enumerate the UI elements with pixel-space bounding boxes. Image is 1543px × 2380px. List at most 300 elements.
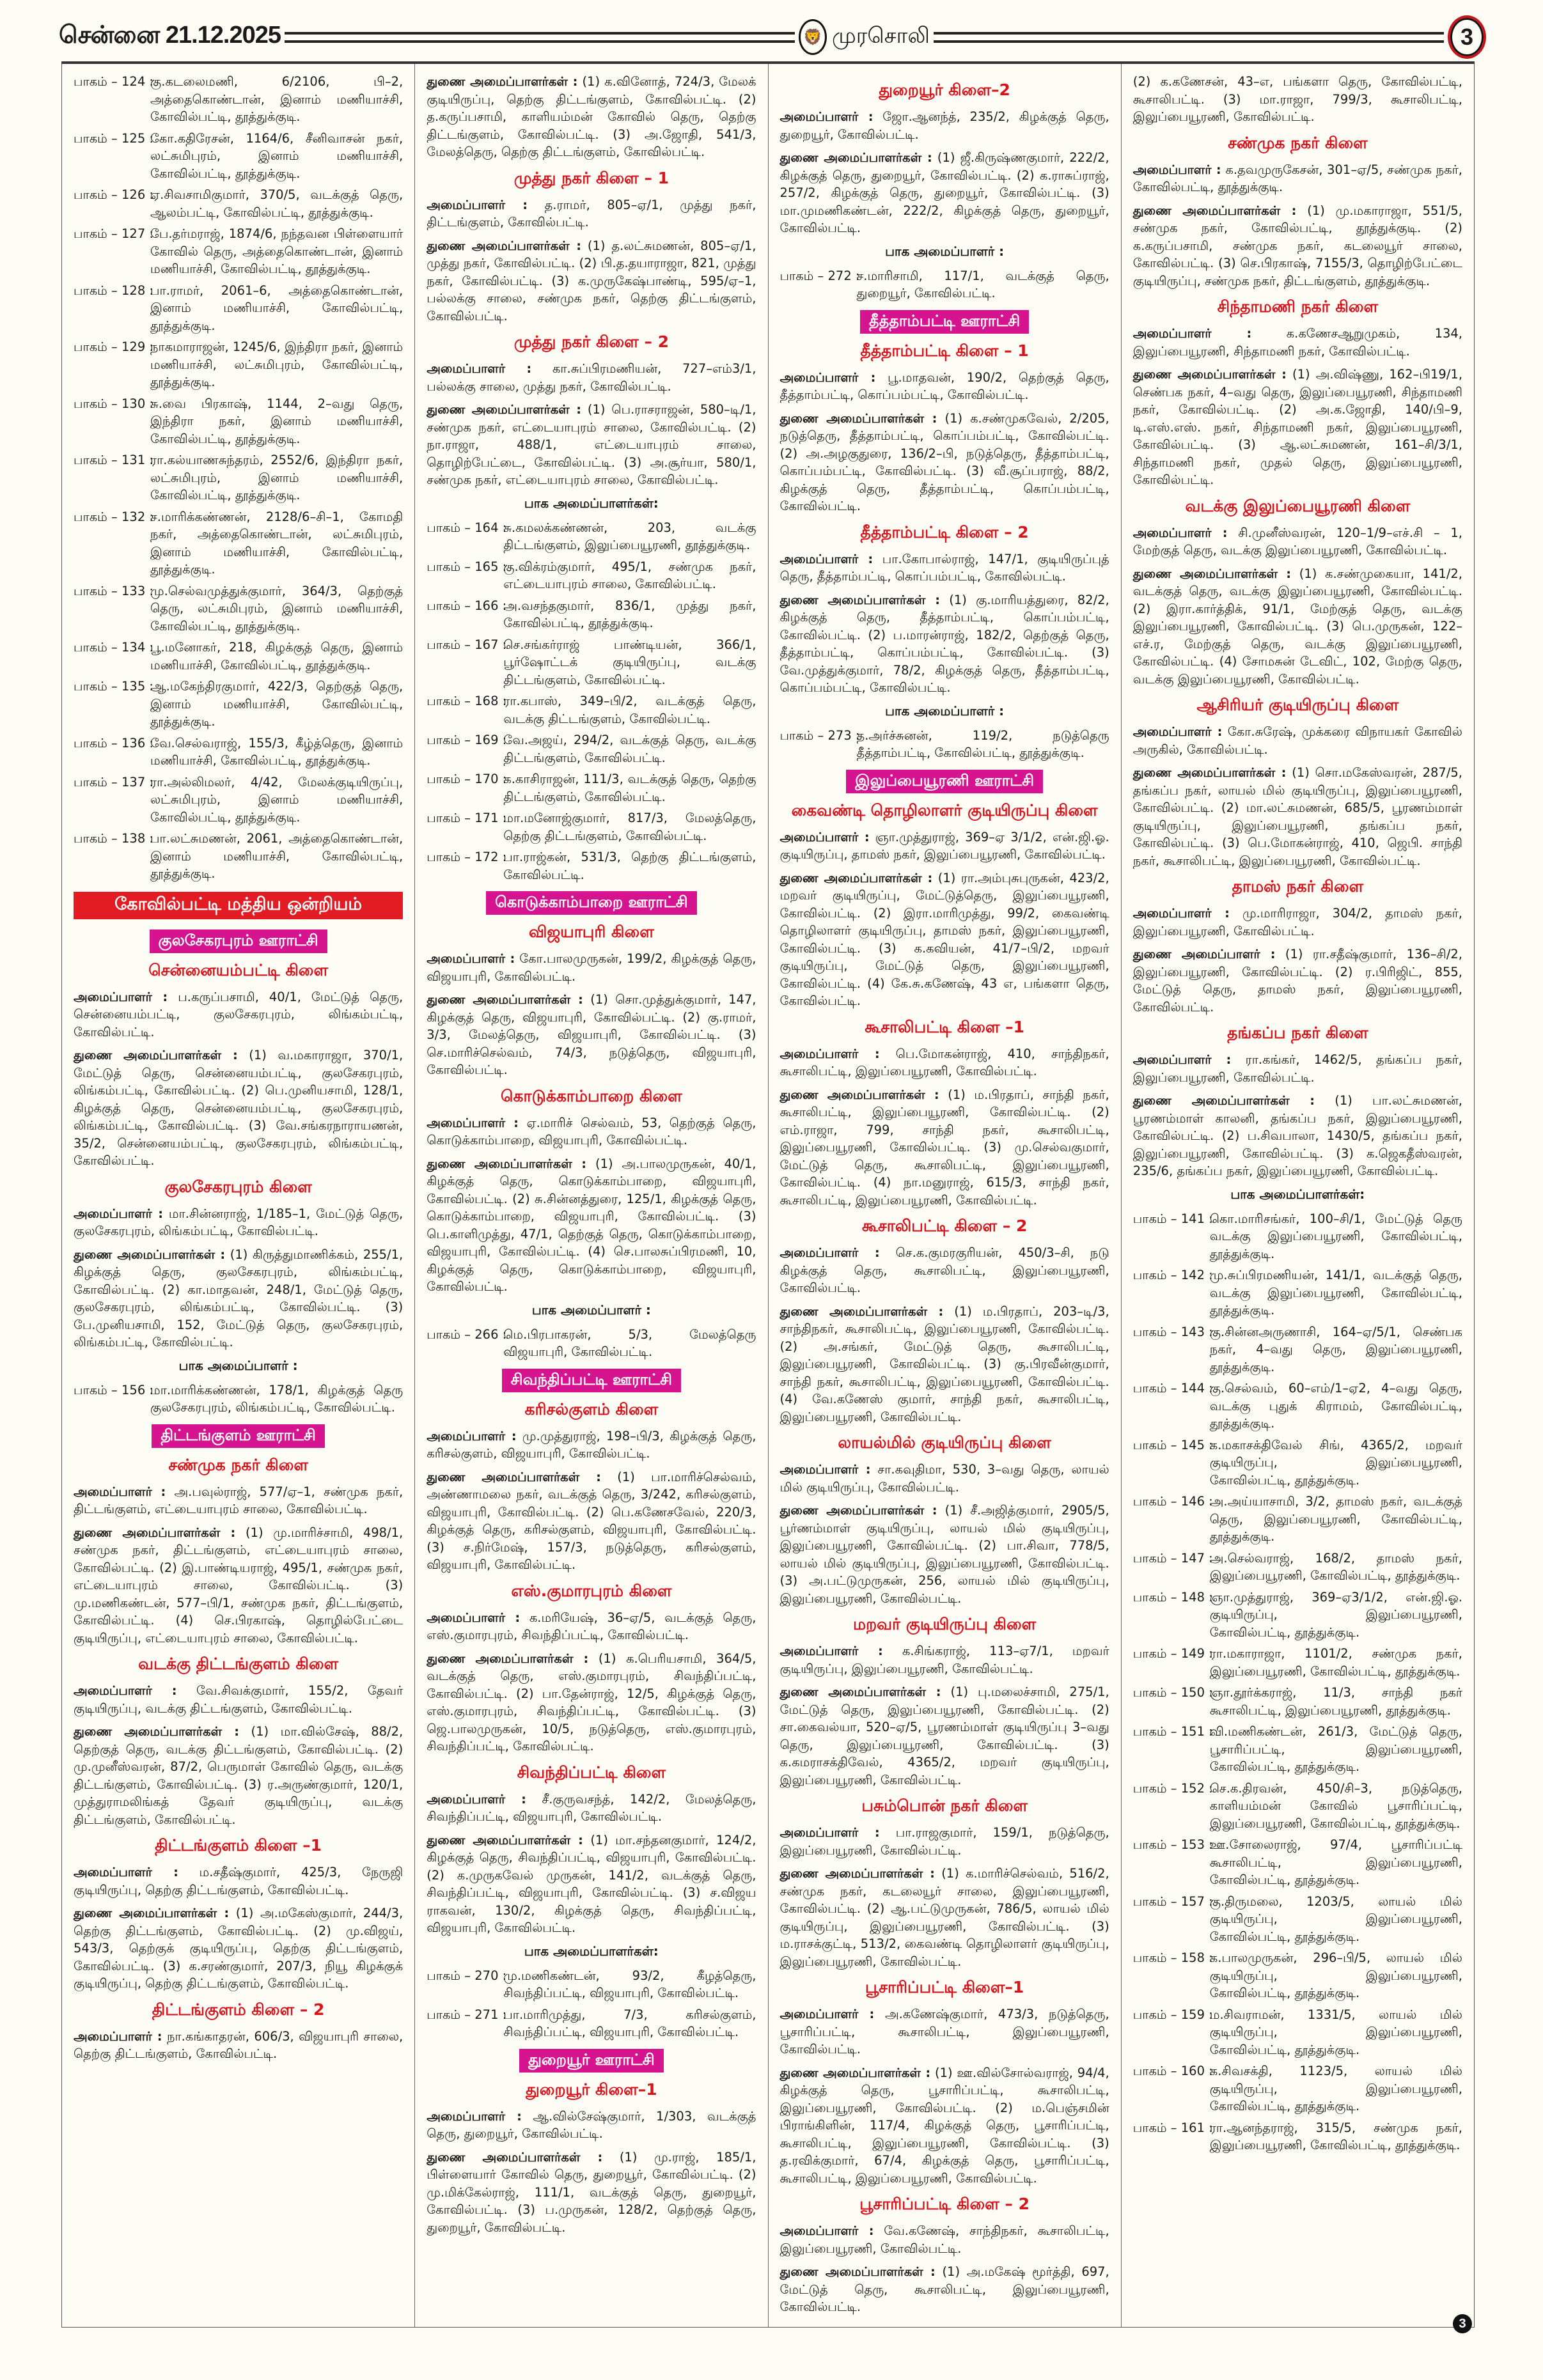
organiser-details: கோ.பாலமுருகன், 199/2, கிழக்குத் தெரு, விஜயாபுரி, கோவில்பட்டி. (427, 951, 756, 984)
role-label: அமைப்பாளர் : (779, 109, 873, 124)
organiser-details: க.சிவசக்தி, 1123/5, லாயல் மில் குடியிருப்பு, இலுப்பையூரணி, கோவில்பட்டி, தூத்துக்குடி. (1209, 2064, 1462, 2113)
booth-number: பாகம் – 153 : (1132, 1837, 1213, 1852)
organiser-paragraph (1133, 73, 1462, 126)
booth-organiser-entry (1133, 1780, 1462, 1833)
organiser-details: பூ.மனோகர், 218, கிழக்குத் தெரு, இனாம் மணியாச்சி, கோவில்பட்டி, தூத்துக்குடி. (150, 640, 403, 673)
organiser-paragraph (427, 991, 756, 1079)
organiser-details: (1) வ.மகாராஜா, 370/1, மேட்டுத் தெரு, சென்னையம்பட்டி, குலசேகரபுரம், லிங்கம்பட்டி, கோவில்பட்டி. (2) பெ.முனியசாமி, 128/1, கிழக்குத் தெரு, சென்னையம்பட்டி, குலசேகரபுரம், லிங்கம்பட்டி, கோவில்பட்டி. (3) வே.சங்கரநாராயணன், 35/2, சென்னையம்பட்டி, குலசேகரபுரம், லிங்கம்பட்டி, கோவில்பட்டி. (74, 1048, 403, 1168)
branch-heading: சண்முக நகர் கிளை (1228, 133, 1368, 152)
organiser-paragraph (1133, 764, 1462, 869)
booth-number: பாகம் – 167 : (427, 637, 507, 652)
organiser-details: வே.அஜய், 294/2, வடக்குத் தெரு, வடக்கு திட்டங்குளம், கோவில்பட்டி. (503, 733, 756, 765)
panchayat-title: குலசேகரபுரம் ஊராட்சி (150, 929, 327, 953)
role-label: அமைப்பாளர் : (427, 1610, 521, 1625)
panchayat-title: சிவந்திப்பட்டி ஊராட்சி (502, 1369, 681, 1392)
organiser-paragraph (427, 1468, 756, 1574)
organiser-details: ரா.மகாராஜா, 1101/2, சண்முக நகர், இலுப்பையூரணி, கோவில்பட்டி, தூத்துக்குடி. (1209, 1646, 1462, 1679)
role-label: அமைப்பாளர் : (427, 361, 532, 376)
role-label: அமைப்பாளர் : (1132, 162, 1221, 177)
organiser-details: (1) அ.மகேஷ் மூர்த்தி, 697, மேட்டுத் தெரு, கூசாலிபட்டி, இலுப்பையூரணி, கோவில்பட்டி. (779, 2264, 1109, 2314)
booth-organiser-entry (780, 727, 1109, 762)
organiser-details: பூ.மாதவன், 190/2, தெற்குத் தெரு, தீத்தாம்பட்டி, கொப்பம்பட்டி, கோவில்பட்டி. (779, 369, 1109, 402)
organiser-details: (1) அ.பாலமுருகன், 40/1, கிழக்குத் தெரு, கொடுக்காம்பாறை, விஜயாபுரி, கோவில்பட்டி. (2) சு.சின்னத்துரை, 125/1, கிழக்குத் தெரு, கொடுக்காம்பாறை, விஜயாபுரி, கோவில்பட்டி. (3) பெ.காளிமுத்து, 47/1, தெற்குத் தெரு, கொடுக்காம்பாறை, விஜயாபுரி, கோவில்பட்டி. (4) செ.பாலசுப்பிரமணி, 10, கிழக்குத் தெரு, கொடுக்காம்பாறை, விஜயாபுரி, கோவில்பட்டி. (427, 1156, 756, 1294)
section-subheading: பாக அமைப்பாளர்கள்: (524, 1943, 659, 1959)
organiser-details: மு.செல்வமுத்துக்குமார், 364/3, தெற்குத் தெரு, லட்சுமிபுரம், இனாம் மணியாச்சி, கோவில்பட்டி, தூத்துக்குடி. (150, 583, 403, 634)
column-1 (62, 64, 415, 2327)
booth-organiser-entry (1133, 1380, 1462, 1433)
branch-heading: கூசாலிபட்டி கிளை – 2 (861, 1217, 1028, 1235)
booth-number: பாகம் – 132 : (74, 509, 153, 524)
booth-number: பாகம் – 272 : (779, 268, 860, 283)
organiser-details: அ.கணேஷ்குமார், 473/3, நடுத்தெரு, பூசாரிப்பட்டி, கூசாலிபட்டி, இலுப்பையூரணி, கோவில்பட்டி. (779, 2007, 1109, 2057)
organiser-paragraph (74, 1483, 403, 1518)
role-label: அமைப்பாளர் : (74, 1206, 164, 1221)
organiser-paragraph (427, 196, 756, 231)
booth-organiser-entry (74, 338, 403, 391)
panchayat-banner (427, 891, 756, 915)
organiser-details: கு.விக்ரம்குமார், 495/1, சண்முக நகர், எட்டையாபுரம் சாலை, கோவில்பட்டி. (503, 559, 756, 591)
booth-number: பாகம் – 148 : (1132, 1589, 1213, 1605)
organiser-details: மா.சின்னராஜ், 1/185–1, மேட்டுத் தெரு, குலசேகரபுரம், லிங்கம்பட்டி, கோவில்பட்டி. (74, 1206, 403, 1238)
booth-organiser-entry (1133, 1550, 1462, 1585)
organiser-paragraph (1133, 161, 1462, 196)
role-label: துணை அமைப்பாளர்கள் : (74, 1525, 236, 1540)
branch-heading: பூசாரிப்பட்டி கிளை – 2 (859, 2195, 1030, 2213)
branch-heading: லாயல்மில் குடியிருப்பு கிளை (838, 1433, 1051, 1452)
booth-number: பாகம் – 161 : (1132, 2120, 1213, 2135)
booth-organiser-entry (1133, 1323, 1462, 1376)
booth-organiser-entry (1133, 2119, 1462, 2154)
organiser-details: க.தவமுருகேசன், 301–ஏ/5, சண்முக நகர், கோவில்பட்டி, தூத்துக்குடி. (1132, 162, 1462, 194)
role-label: அமைப்பாளர் : (74, 1683, 177, 1698)
organiser-paragraph (74, 1246, 403, 1351)
panchayat-title: தீத்தாம்பட்டி ஊராட்சி (860, 310, 1029, 334)
article-columns (61, 61, 1475, 2328)
booth-number: பாகம் – 170 : (427, 772, 507, 786)
organiser-paragraph (427, 1609, 756, 1644)
organiser-paragraph (780, 108, 1109, 143)
booth-number: பாகம் – 271 : (427, 2007, 507, 2022)
organiser-details: (1) மு.மகாராஜா, 551/5, சண்முக நகர், கோவில்பட்டி, தூத்துக்குடி. (2) க.கருப்பசாமி, சண்முக நகர், கடலையூர் சாலை, கோவில்பட்டி. (3) செ.பிரகாஷ், 7155/3, தொழிற்பேட்டை குடியிருப்பு, சண்முக நகர், திட்டங்குளம், தூத்துக்குடி. (1132, 203, 1463, 288)
booth-organiser-entry (1133, 1210, 1462, 1263)
booth-organiser-entry (1133, 1493, 1462, 1546)
booth-number: பாகம் – 166 : (427, 598, 507, 613)
role-label: துணை அமைப்பாளர்கள் : (1132, 765, 1287, 780)
section-subheading: பாக அமைப்பாளர் : (178, 1357, 298, 1373)
organiser-paragraph (1133, 1051, 1462, 1086)
role-label: அமைப்பாளர் : (779, 369, 876, 385)
role-label: அமைப்பாளர் : (427, 951, 515, 966)
organiser-details: (1) க.சண்முகையா, 141/2, வடக்குத் தெரு, வடக்கு இலுப்பையூரணி, கோவில்பட்டி. (2) இரா.கார்த்திக், 91/1, மேற்குத் தெரு, வடக்கு இலுப்பையூரணி, கோவில்பட்டி. (3) பெ.முருகன், 122–எச்.ர, மேற்குத் தெரு, வடக்கு இலுப்பையூரணி, கோவில்பட்டி. (4) சோமசுன் டேவிட், 102, மேற்கு தெரு, வடக்கு இலுப்பையூரணி, கோவில்பட்டி. (1132, 566, 1463, 687)
branch-heading: சென்னையம்பட்டி கிளை (148, 960, 329, 979)
organiser-details: அ.அய்யாசாமி, 3/2, தாமஸ் நகர், வடக்குத் தெரு, இலுப்பையூரணி, கோவில்பட்டி, தூத்துக்குடி. (1209, 1494, 1462, 1544)
branch-heading: திட்டங்குளம் கிளை – 2 (152, 2000, 325, 2019)
organiser-details: ஏ.சிவசாமிகுமார், 370/5, வடக்குத் தெரு, ஆலம்பட்டி, கோவில்பட்டி, தூத்துக்குடி. (150, 187, 403, 220)
booth-number: பாகம் – 128 : (74, 283, 153, 298)
booth-number: பாகம் – 124 : (74, 74, 153, 89)
booth-number: பாகம் – 171 : (427, 811, 507, 825)
organiser-details: பா.ராஜ்கன், 531/3, தெற்கு திட்டங்குளம், கோவில்பட்டி. (503, 850, 756, 882)
branch-heading: முத்து நகர் கிளை – 2 (513, 332, 669, 351)
organiser-paragraph (780, 1086, 1109, 1209)
newspaper-logo (799, 19, 930, 55)
booth-organiser-entry (427, 519, 756, 554)
organiser-paragraph (1133, 1092, 1462, 1180)
branch-heading: துறையூர் கிளை–1 (526, 2080, 657, 2099)
booth-organiser-entry (1133, 1949, 1462, 2002)
organiser-details: வே.கணேஷ், சாந்திநகர், கூசாலிபட்டி, இலுப்பையூரணி, கோவில்பட்டி. (779, 2223, 1109, 2256)
role-label: துணை அமைப்பாளர்கள் : (779, 2065, 931, 2080)
organiser-paragraph (780, 591, 1109, 697)
booth-organiser-entry (427, 2006, 756, 2041)
booth-number: பாகம் – 152 : (1132, 1780, 1213, 1796)
organiser-details: சு.வை பிரகாஷ், 1144, 2–வது தெரு, இந்திரா நகர், இனாம் மணியாச்சி, கோவில்பட்டி, தூத்துக்குடி. (150, 396, 403, 446)
booth-number: பாகம் – 134 : (74, 640, 153, 655)
organiser-paragraph (780, 869, 1109, 1010)
booth-organiser-entry (427, 848, 756, 883)
organiser-paragraph (780, 828, 1109, 864)
branch-heading: கொடுக்காம்பாறை கிளை (501, 1086, 682, 1105)
organiser-details: சு.கமலக்கண்ணன், 203, வடக்கு திட்டங்குளம், இலுப்பையூரணி, தூத்துக்குடி. (503, 520, 756, 552)
booth-organiser-entry (427, 636, 756, 689)
role-label: அமைப்பாளர் : (779, 2223, 874, 2238)
booth-organiser-entry (427, 1967, 756, 2002)
organiser-details: அ.பவுல்ராஜ், 577/ஏ–1, சண்முக நகர், திட்டங்குளம், எட்டையாபுரம் சாலை, கோவில்பட்டி. (74, 1484, 403, 1516)
organiser-details: (1) சொ.முத்துக்குமார், 147, கிழக்குத் தெரு, விஜயாபுரி, கோவில்பட்டி. (2) கு.ராமர், 3/3, மேலத்தெரு, விஜயாபுரி, கோவில்பட்டி. (3) செ.மாரிச்செல்வம், 74/3, நடுத்தெரு, விஜயாபுரி, கோவில்பட்டி. (427, 992, 756, 1077)
organiser-paragraph (427, 1114, 756, 1149)
organiser-details: ஞா.முத்துராஜ், 369–ஏ 3/1/2, என்.ஜி.ஓ. குடியிருப்பு, தாமஸ் நகர், இலுப்பையூரணி, கோவில்பட்டி. (779, 829, 1109, 862)
organiser-paragraph (780, 1045, 1109, 1080)
organiser-paragraph (780, 1502, 1109, 1607)
booth-organiser-entry (74, 186, 403, 221)
branch-heading: சிவந்திப்பட்டி கிளை (517, 1762, 666, 1782)
role-label: துணை அமைப்பாளர்கள் : (779, 2264, 936, 2279)
role-label: அமைப்பாளர் : (427, 1791, 526, 1807)
organiser-details: நாகமாராஜன், 1245/6, இந்திரா நகர், இனாம் மணியாச்சி, லட்சுமிபுரம், கோவில்பட்டி, தூத்துக்குடி. (150, 339, 403, 389)
panchayat-title: துறையூர் ஊராட்சி (519, 2049, 664, 2073)
booth-organiser-entry (427, 809, 756, 844)
organiser-details: மு.சுப்பிரமணியன், 141/1, வடக்குத் தெரு, வடக்கு இலுப்பையூரணி, கோவில்பட்டி, தூத்துக்குடி. (1209, 1268, 1462, 1318)
organiser-details: மு.முத்துராஜ், 198–பி/3, கிழக்குத் தெரு, கரிசல்குளம், விஜயாபுரி, கோவில்பட்டி. (427, 1428, 756, 1461)
organiser-details: (1) க.மாரிச்செல்வம், 516/2, சண்முக நகர், கடலையூர் சாலை, இலுப்பையூரணி, கோவில்பட்டி. (2) ஆ.பட்டுமுருகன், 786/5, லாயல் மில் குடியிருப்பு, இலுப்பையூரணி, கோவில்பட்டி. (3) ம.ராசக்குட்டி, 513/2, கைவண்டி தொழிலாளர் குடியிருப்பு, இலுப்பையூரணி, கோவில்பட்டி. (779, 1866, 1109, 1969)
role-label: துணை அமைப்பாளர்கள் : (427, 1651, 589, 1666)
role-label: துணை அமைப்பாளர்கள் : (1132, 566, 1292, 581)
panchayat-banner (74, 1424, 403, 1448)
organiser-paragraph (427, 401, 756, 489)
booth-number: பாகம் – 147 : (1132, 1550, 1213, 1566)
organiser-details: பா.மாரிமுத்து, 7/3, கரிசல்குளம், சிவந்திப்பட்டி, விஜயாபுரி, கோவில்பட்டி. (503, 2007, 756, 2039)
organiser-details: மா.மாரிக்கண்ணன், 178/1, கிழக்குத் தெரு குலசேகரபுரம், லிங்கம்பட்டி, கோவில்பட்டி. (150, 1382, 403, 1415)
role-label: துணை அமைப்பாளர்கள் : (779, 1866, 935, 1881)
branch-heading: வடக்கு திட்டங்குளம் கிளை (138, 1654, 339, 1673)
panchayat-banner (780, 770, 1109, 793)
organiser-details: (1) அ.மகேஸ்குமார், 244/3, தெற்கு திட்டங்குளம், கோவில்பட்டி. (2) மு.விஜய், 543/3, தெற்குக் குடியிருப்பு, தெற்கு திட்டங்குளம், கோவில்பட்டி. (3) க.சரண்குமார், 207/3, நியூ கிழக்குக் குடியிருப்பு, தெற்கு திட்டங்குளம், கோவில்பட்டி. (74, 1906, 403, 1991)
role-label: அமைப்பாளர் : (779, 1245, 880, 1260)
panchayat-title: இலுப்பையூரணி ஊராட்சி (846, 770, 1043, 793)
role-label: துணை அமைப்பாளர்கள் : (74, 1906, 230, 1920)
role-label: அமைப்பாளர் : (74, 989, 168, 1004)
role-label: துணை அமைப்பாளர்கள் : (427, 2149, 603, 2165)
organiser-details: கா.சுப்பிரமணியன், 727–எம்3/1, பல்லக்கு சாலை, முத்து நகர், கோவில்பட்டி. (427, 361, 756, 394)
booth-organiser-entry (74, 451, 403, 504)
section-subheading: பாக அமைப்பாளர் : (885, 703, 1005, 719)
booth-organiser-entry (74, 639, 403, 674)
union-banner: கோவில்பட்டி மத்திய ஒன்றியம் (74, 892, 403, 919)
booth-number: பாகம் – 141 : (1132, 1211, 1213, 1226)
booth-organiser-entry (427, 731, 756, 766)
role-label: துணை அமைப்பாளர்கள் : (779, 870, 933, 885)
masthead (59, 18, 1486, 56)
organiser-details: (1) மு.மாரிச்சாமி, 498/1, சண்முக நகர், திட்டங்குளம், எட்டையாபுரம் சாலை, கோவில்பட்டி. (2) இ.பாண்டியராஜ், 495/1, சண்முக நகர், எட்டையாபுரம் சாலை, கோவில்பட்டி. (3) மு.மணிகண்டன், 577–பி/1, சண்முக நகர், திட்டங்குளம், கோவில்பட்டி. (4) செ.பிரகாஷ், தொழில்பேட்டை குடியிருப்பு, எட்டையாபுரம் சாலை, கோவில்பட்டி. (74, 1525, 403, 1645)
panchayat-banner (427, 1369, 756, 1392)
organiser-paragraph (74, 988, 403, 1041)
booth-number: பாகம் – 270 : (427, 1968, 507, 1983)
branch-heading: தாமஸ் நகர் கிளை (1232, 877, 1364, 896)
organiser-paragraph (74, 1863, 403, 1899)
organiser-details: க.பாலமுருகன், 296–பி/5, லாயல் மில் குடியிருப்பு, இலுப்பையூரணி, கோவில்பட்டி, தூத்துக்குடி. (1209, 1950, 1462, 2000)
organiser-paragraph (427, 1427, 756, 1463)
role-label: அமைப்பாளர் : (1132, 1052, 1232, 1067)
organiser-details: (1) ஜீ.கிருஷ்ணகுமார், 222/2, கிழக்குத் தெரு, துறையூர், கோவில்பட்டி. (2) க.ராசுப்ராஜ், 257/2, கிழக்குத் தெரு, துறையூர், கோவில்பட்டி. (3) மா.முமணிகண்டன், 222/2, கிழக்குத் தெரு, துறையூர், கோவில்பட்டி. (779, 150, 1109, 235)
booth-number: பாகம் – 129 : (74, 339, 153, 354)
organiser-paragraph (74, 1682, 403, 1717)
booth-organiser-entry (1133, 2006, 1462, 2059)
organiser-details: (1) க.சண்முகவேல், 2/205, நடுத்தெரு, தீத்தாம்பட்டி, கொப்பம்பட்டி, கோவில்பட்டி. (2) அ.அழகுதுரை, 136/2–பி, நடுத்தெரு, தீத்தாம்பட்டி, கொப்பம்பட்டி, கோவில்பட்டி. (3) வீ.சூப்பராஜ், 88/2, கிழக்குத் தெரு, தீத்தாம்பட்டி, கொப்பம்பட்டி, கோவில்பட்டி. (779, 410, 1109, 513)
organiser-details: சீ.குருவசந்த், 142/2, மேலத்தெரு, சிவந்திப்பட்டி, விஜயாபுரி, கோவில்பட்டி. (427, 1791, 756, 1824)
organiser-paragraph (780, 550, 1109, 586)
organiser-paragraph (780, 1303, 1109, 1426)
branch-heading: மறவர் குடியிருப்பு கிளை (853, 1615, 1037, 1633)
organiser-details: கு.திருமலை, 1203/5, லாயல் மில் குடியிருப்பு, இலுப்பையூரணி, கோவில்பட்டி, தூத்துக்குடி. (1209, 1894, 1462, 1944)
booth-organiser-entry (1133, 1723, 1462, 1776)
organiser-details: ஜோ.ஆனந்த், 235/2, கிழக்குத் தெரு, துறையூர், கோவில்பட்டி. (779, 109, 1109, 142)
organiser-details: கு.கடலைமணி, 6/2106, பி–2, அத்தைகொண்டான், இனாம் மணியாச்சி, கோவில்பட்டி, தூத்துக்குடி. (150, 74, 403, 124)
organiser-details: (1) மா.வில்சேஷ், 88/2, தெற்குத் தெரு, வடக்கு திட்டங்குளம், கோவில்பட்டி. (2) மு.முனீஸ்வரன், 87/2, பெருமாள் கோவில் தெரு, வடக்கு திட்டங்குளம், கோவில்பட்டி. (3) ர.அருண்குமார், 120/1, முத்துராமலிங்கத் தேவர் குடியிருப்பு, வடக்கு திட்டங்குளம், கோவில்பட்டி. (74, 1724, 403, 1827)
booth-number: பாகம் – 131 : (74, 453, 153, 467)
organiser-paragraph (780, 1824, 1109, 1859)
panchayat-banner (780, 310, 1109, 334)
organiser-paragraph (427, 2108, 756, 2143)
organiser-details: (1) க.வினோத், 724/3, மேலக் குடியிருப்பு, தெற்கு திட்டங்குளம், கோவில்பட்டி. (2) த.கருப்பசாமி, காளியம்மன் கோவில் தெரு, தெற்கு திட்டங்குளம், கோவில்பட்டி. (3) அ.ஜோதி, 541/3, மேலத்தெரு, தெற்கு திட்டங்குளம், கோவில்பட்டி. (427, 74, 756, 159)
organiser-details: அ.செல்வராஜ், 168/2, தாமஸ் நகர், இலுப்பையூரணி, கோவில்பட்டி, தூத்துக்குடி. (1209, 1550, 1462, 1583)
column-4 (1122, 64, 1474, 2327)
booth-organiser-entry (74, 130, 403, 183)
booth-number: பாகம் – 150 : (1132, 1685, 1213, 1700)
organiser-details: (1) பா.மாரிச்செல்வம், அண்ணாமலை நகர், வடக்குத் தெரு, 3/242, கரிசல்குளம், விஜயாபுரி, கோவில்பட்டி. (2) பெ.கணேசவேல், 220/3, கிழக்குத் தெரு, கரிசல்குளம், விஜயாபுரி, கோவில்பட்டி. (3) ச.நிர்மேஷ், 157/3, நடுத்தெரு, கரிசல்குளம், விஜயாபுரி, கோவில்பட்டி. (427, 1469, 756, 1572)
booth-number: பாகம் – 146 : (1132, 1494, 1213, 1509)
booth-number: பாகம் – 172 : (427, 850, 507, 864)
booth-number: பாகம் – 138 : (74, 831, 153, 846)
booth-organiser-entry (427, 558, 756, 593)
role-label: துணை அமைப்பாளர்கள் : (1132, 203, 1297, 218)
organiser-details: த.அர்ச்சுனன், 119/2, நடுத்தெரு தீத்தாம்பட்டி, கோவில்பட்டி, தூத்துக்குடி. (856, 727, 1109, 760)
branch-heading: தங்கப்ப நகர் கிளை (1227, 1023, 1368, 1042)
branch-heading: ஆசிரியர் குடியிருப்பு கிளை (1196, 696, 1399, 714)
organiser-paragraph (1133, 325, 1462, 360)
organiser-paragraph (427, 73, 756, 161)
role-label: அமைப்பாளர் : (779, 829, 870, 844)
organiser-paragraph (427, 360, 756, 395)
booth-organiser-entry (74, 774, 403, 827)
organiser-details: ரா.கபாஸ், 349–பி/2, வடக்குத் தெரு, வடக்கு திட்டங்குளம், கோவில்பட்டி. (503, 694, 756, 726)
booth-organiser-entry (74, 678, 403, 731)
organiser-details: ஏ.மாரிச் செல்வம், 53, தெற்குத் தெரு, கொடுக்காம்பாறை, விஜயாபுரி, கோவில்பட்டி. (427, 1115, 756, 1147)
organiser-details: (1) கு.மாரியத்துரை, 82/2, கிழக்குத் தெரு, தீத்தாம்பட்டி, கொப்பம்பட்டி, கோவில்பட்டி. (2) ப.மாரன்ராஜ், 182/2, தெற்குத் தெரு, தீத்தாம்பட்டி, கொப்பம்பட்டி, கோவில்பட்டி. (3) வே.முத்துக்குமார், 78/2, கிழக்குத் தெரு, தீத்தாம்பட்டி, கொப்பம்பட்டி, கோவில்பட்டி. (779, 592, 1109, 695)
organiser-details: க.கணேசஆறுமுகம், 134, இலுப்பையூரணி, சிந்தாமணி நகர், கோவில்பட்டி. (1132, 326, 1462, 359)
role-label: அமைப்பாளர் : (1132, 326, 1252, 341)
newspaper-name: முரசொலி (832, 23, 930, 49)
role-label: துணை அமைப்பாளர்கள் : (427, 402, 582, 417)
edition-date: சென்னை 21.12.2025 (59, 22, 281, 49)
branch-heading: கூசாலிபட்டி கிளை –1 (865, 1017, 1025, 1036)
role-label: துணை அமைப்பாளர் : (1132, 947, 1276, 961)
booth-organiser-entry (1133, 1645, 1462, 1680)
organiser-details: (1) மு.ராஜ், 185/1, பிள்ளையார் கோவில் தெரு, துறையூர், கோவில்பட்டி. (2) மு.மிக்கேல்ராஜ், 111/1, வடக்குத் தெரு, துறையூர், கோவில்பட்டி. (3) ப.முருகன், 128/2, தெற்குத் தெரு, துறையூர், கோவில்பட்டி. (427, 2149, 756, 2235)
organiser-details: ரா.கங்கர், 1462/5, தங்கப்ப நகர், இலுப்பையூரணி, கோவில்பட்டி. (1132, 1052, 1462, 1085)
organiser-paragraph (427, 2149, 756, 2237)
booth-number: பாகம் – 157 : (1132, 1894, 1213, 1909)
organiser-paragraph (780, 1642, 1109, 1677)
organiser-details: (2) க.கணேசன், 43–எ, பங்களா தெரு, கோவில்பட்டி, கூசாலிபட்டி. (3) மா.ராஜா, 799/3, கூசாலிபட்டி, இலுப்பையூரணி, கோவில்பட்டி. (1132, 74, 1462, 124)
organiser-paragraph (74, 1904, 403, 1993)
role-label: துணை அமைப்பாளர்கள் : (779, 410, 937, 426)
booth-organiser-entry (1133, 1266, 1462, 1319)
organiser-details: மா.மனோஜ்குமார், 817/3, மேலத்தெரு, தெற்கு திட்டங்குளம், கோவில்பட்டி. (503, 811, 756, 843)
organiser-paragraph (74, 1723, 403, 1828)
organiser-details: ரா.கல்யாணசுந்தரம், 2552/6, இந்திரா நகர், லட்சுமிபுரம், இனாம் மணியாச்சி, கோவில்பட்டி, தூத்துக்குடி. (150, 453, 403, 502)
organiser-details: பெ.மோகன்ராஜ், 410, சாந்திநகர், கூசாலிபட்டி, இலுப்பையூரணி, கோவில்பட்டி. (779, 1046, 1109, 1078)
organiser-paragraph (427, 1791, 756, 1826)
role-label: அமைப்பாளர் : (1132, 724, 1223, 739)
section-subheading: பாக அமைப்பாளர் : (531, 1302, 651, 1318)
branch-heading: முத்து நகர் கிளை – 1 (513, 168, 669, 187)
organiser-details: ஞா.முத்துராஜ், 369–ஏ3/1/2, என்.ஜி.ஓ. குடியிருப்பு, இலுப்பையூரணி, கோவில்பட்டி, தூத்துக்குடி. (1209, 1589, 1462, 1640)
booth-number: பாகம் – 130 : (74, 396, 153, 411)
organiser-paragraph (780, 149, 1109, 237)
panchayat-banner (74, 929, 403, 953)
role-label: அமைப்பாளர் : (779, 1046, 880, 1061)
masthead-rule-right (934, 32, 1444, 43)
role-label: அமைப்பாளர் : (427, 1428, 517, 1443)
organiser-details: செ.க.திரவன், 450/சி–3, நடுத்தெரு, காளியம்மன் கோவில் பூசாரிப்பட்டி, இலுப்பையூரணி, கோவில்பட்டி, தூத்துக்குடி. (1209, 1780, 1462, 1831)
organiser-details: (1) சொ.மகேஸ்வரன், 287/5, தங்கப்ப நகர், லாயல் மில் குடியிருப்பு, இலுப்பையூரணி, கோவில்பட்டி. (2) மா.லட்சுமணன், 685/5, பூரணம்மாள் குடியிருப்பு, இலுப்பையூரணி, தங்கப்ப நகர், கோவில்பட்டி. (3) பெ.மோகன்ராஜ், 410, ஜெபி. சாந்தி நகர், கூசாலிபட்டி, இலுப்பையூரணி, கோவில்பட்டி. (1132, 765, 1463, 868)
organiser-details: ஊ.சோலைராஜ், 97/4, பூசாரிப்பட்டி கூசாலிபட்டி, இலுப்பையூரணி, கோவில்பட்டி, தூத்துக்குடி. (1209, 1837, 1462, 1887)
organiser-details: (1) பெ.ராசராஜன், 580–டி/1, சண்முக நகர், எட்டையாபுரம் சாலை, கோவில்பட்டி. (2) நா.ராஜா, 488/1, எட்டையாபுரம் சாலை, தொழிற்பேட்டை, கோவில்பட்டி. (3) அ.சூர்யா, 580/1, சண்முக நகர், எட்டையாபுரம் சாலை, கோவில்பட்டி. (427, 402, 756, 487)
booth-organiser-entry (74, 225, 403, 278)
role-label: துணை அமைப்பாளர்கள் : (74, 1724, 240, 1739)
column-2 (415, 64, 768, 2327)
organiser-paragraph (74, 2028, 403, 2063)
organiser-paragraph (427, 1650, 756, 1755)
section-subheading: பாக அமைப்பாளர்கள்: (524, 495, 659, 511)
branch-heading: தீத்தாம்பட்டி கிளை – 2 (860, 522, 1029, 541)
panchayat-title: திட்டங்குளம் ஊராட்சி (152, 1424, 324, 1448)
role-label: துணை அமைப்பாளர்கள் : (427, 238, 582, 253)
role-label: துணை அமைப்பாளர்கள் : (779, 150, 932, 165)
organiser-details: வே.சிவக்குமார், 155/2, தேவர் குடியிருப்பு, வடக்கு திட்டங்குளம், கோவில்பட்டி. (74, 1683, 403, 1716)
organiser-details: வி.மணிகண்டன், 261/3, மேட்டுத் தெரு, பூசாரிப்பட்டி, இலுப்பையூரணி, கோவில்பட்டி, தூத்துக்குடி. (1209, 1724, 1462, 1774)
organiser-details: பா.ராஜகுமார், 159/1, நடுத்தெரு, இலுப்பையூரணி, கோவில்பட்டி. (779, 1825, 1109, 1858)
booth-number: பாகம் – 143 : (1132, 1324, 1213, 1339)
branch-heading: குலசேகரபுரம் கிளை (164, 1177, 312, 1196)
branch-heading: விஜயாபுரி கிளை (528, 922, 654, 941)
booth-number: பாகம் – 142 : (1132, 1268, 1213, 1282)
organiser-details: வே.செல்வராஜ், 155/3, கீழ்த்தெரு, இனாம் மணியாச்சி, கோவில்பட்டி, தூத்துக்குடி. (150, 735, 403, 768)
branch-heading: திட்டங்குளம் கிளை –1 (155, 1836, 322, 1855)
booth-organiser-entry (1133, 1836, 1462, 1889)
organiser-details: ஆ.வில்சேஷ்குமார், 1/303, வடக்குத் தெரு, துறையூர், கோவில்பட்டி. (427, 2108, 756, 2141)
organiser-details: த.ராமர், 805–ஏ/1, முத்து நகர், திட்டங்குளம், கோவில்பட்டி. (427, 197, 756, 229)
organiser-details: (1) பா.லட்சுமணன், பூரணம்மாள் காலனி, தங்கப்ப நகர், இலுப்பையூரணி, கோவில்பட்டி. (2) ப.சிவபாலா, 1430/5, தங்கப்ப நகர், இலுப்பையூரணி, கோவில்பட்டி. (3) க.ஜெகதீஸ்வரன், 235/6, தங்கப்ப நகர், இலுப்பையூரணி, கோவில்பட்டி. (1132, 1093, 1462, 1178)
organiser-details: பே.தர்மராஜ், 1874/6, நந்தவன பிள்ளையார் கோவில் தெரு, அத்தைகொண்டான், இனாம் மணியாச்சி, கோவில்பட்டி, தூத்துக்குடி. (150, 226, 403, 276)
organiser-paragraph (1133, 366, 1462, 489)
booth-number: பாகம் – 127 : (74, 226, 153, 241)
role-label: அமைப்பாளர் : (779, 1825, 880, 1840)
footer-page-number: 3 (1453, 2314, 1472, 2333)
role-label: அமைப்பாளர் : (1132, 525, 1228, 540)
booth-number: பாகம் – 165 : (427, 559, 507, 574)
organiser-details: நா.கங்காதரன், 606/3, விஜயாபுரி சாலை, தெற்கு திட்டங்குளம், கோவில்பட்டி. (74, 2028, 403, 2061)
organiser-paragraph (1133, 524, 1462, 559)
booth-number: பாகம் – 159 : (1132, 2007, 1213, 2022)
booth-number: பாகம் – 156 : (74, 1382, 153, 1397)
organiser-details: பா.கோபால்ராஜ், 147/1, குடியிருப்புத் தெரு, தீத்தாம்பட்டி, கொப்பம்பட்டி, கோவில்பட்டி. (779, 551, 1109, 584)
organiser-paragraph (780, 1461, 1109, 1496)
role-label: துணை அமைப்பாளர்கள் : (779, 1503, 937, 1518)
branch-heading: தீத்தாம்பட்டி கிளை – 1 (860, 341, 1029, 360)
organiser-paragraph (780, 1244, 1109, 1297)
organiser-paragraph (780, 1683, 1109, 1789)
branch-heading: வடக்கு இலுப்பையூரணி கிளை (1185, 496, 1411, 515)
panchayat-title: கொடுக்காம்பாறை ஊராட்சி (486, 891, 696, 915)
booth-number: பாகம் – 273 : (779, 727, 860, 743)
organiser-details: (1) த.லட்சுமணன், 805–ஏ/1, முத்து நகர், கோவில்பட்டி. (2) பி.த.தயாராஜா, 821, முத்து நகர், கோவில்பட்டி. (3) க.முருகேஷ்பாண்டி, 595/ஏ–1, பல்லக்கு சாலை, சண்முக நகர், தெற்கு திட்டங்குளம், கோவில்பட்டி. (427, 238, 756, 323)
booth-number: பாகம் – 137 : (74, 774, 153, 789)
organiser-details: (1) மா.சந்தனகுமார், 124/2, கிழக்குத் தெரு, சிவந்திப்பட்டி, விஜயாபுரி, கோவில்பட்டி. (2) க.முருகவேல் முருகன், 141/2, வடக்குத் தெரு, சிவந்திப்பட்டி, விஜயாபுரி, கோவில்பட்டி. (3) ச.விஜய ராகவன், 130/2, கிழக்குத் தெரு, சிவந்திப்பட்டி, விஜயாபுரி, கோவில்பட்டி. (427, 1832, 756, 1935)
branch-heading: துறையூர் கிளை–2 (879, 81, 1010, 99)
role-label: துணை அமைப்பாளர்கள் : (779, 1087, 939, 1102)
booth-organiser-entry (1133, 1589, 1462, 1642)
role-label: துணை அமைப்பாளர்கள் : (779, 1684, 941, 1699)
panchayat-banner (427, 2049, 756, 2073)
booth-organiser-entry (74, 735, 403, 770)
booth-number: பாகம் – 158 : (1132, 1950, 1213, 1965)
organiser-paragraph (1133, 202, 1462, 290)
section-subheading: பாக அமைப்பாளர்கள்: (1230, 1186, 1365, 1202)
organiser-details: (1) ம.பிரதாப், 203–டி/3, சாந்திநகர், கூசாலிபட்டி, இலுப்பையூரணி, கோவில்பட்டி. (2) அ.சங்கர், மேட்டுத் தெரு, கூசாலிபட்டி, இலுப்பையூரணி, கோவில்பட்டி. (3) கு.பிரவீன்குமார், சாந்தி நகர், கூசாலிபட்டி, இலுப்பையூரணி, கோவில்பட்டி. (4) வே.கணேஸ் குமார், சாந்தி நகர், கூசாலிபட்டி, இலுப்பையூரணி, கோவில்பட்டி. (779, 1303, 1109, 1424)
booth-number: பாகம் – 126 : (74, 187, 153, 202)
booth-organiser-entry (1133, 1684, 1462, 1719)
organiser-details: க.மரியேஷ், 36–ஏ/5, வடக்குத் தெரு, எஸ்.குமாரபுரம், சிவந்திப்பட்டி, கோவில்பட்டி. (427, 1610, 756, 1642)
organiser-paragraph (780, 2005, 1109, 2058)
organiser-details: (1) கிருத்துமாணிக்கம், 255/1, கிழக்குத் தெரு, குலசேகரபுரம், லிங்கம்பட்டி, கோவில்பட்டி. (2) கா.மாதவன், 248/1, மேட்டுத் தெரு, குலசேகரபுரம், லிங்கம்பட்டி, கோவில்பட்டி. (3) பே.முனியசாமி, 152, மேட்டுத் தெரு, குலசேகரபுரம், லிங்கம்பட்டி, கோவில்பட்டி. (74, 1247, 403, 1349)
role-label: துணை அமைப்பாளர்கள் : (427, 992, 583, 1007)
booth-number: பாகம் – 266 : (427, 1326, 507, 1342)
role-label: துணை அமைப்பாளர்கள் : (74, 1048, 238, 1062)
organiser-details: ரா.அல்லிமலர், 4/42, மேலக்குடியிருப்பு, லட்சுமிபுரம், இனாம் மணியாச்சி, கோவில்பட்டி, தூத்துக்குடி. (150, 774, 403, 825)
booth-organiser-entry (427, 597, 756, 632)
organiser-details: (1) க.பெரியசாமி, 364/5, வடக்குத் தெரு, எஸ்.குமாரபுரம், சிவந்திப்பட்டி, கோவில்பட்டி. (2) பா.தேன்ராஜ், 12/5, கிழக்குத் தெரு, எஸ்.குமாரபுரம், சிவந்திப்பட்டி, கோவில்பட்டி. (3) ஜெ.பாலமுருகன், 10/5, நடுத்தெரு, எஸ்.குமாரபுரம், சிவந்திப்பட்டி, கோவில்பட்டி. (427, 1651, 756, 1754)
organiser-details: பா.ராமர், 2061–6, அத்தைகொண்டான், இனாம் மணியாச்சி, கோவில்பட்டி, தூத்துக்குடி. (150, 283, 403, 333)
booth-organiser-entry (427, 770, 756, 805)
organiser-details: ஞா.தூர்க்கராஜ், 11/3, சாந்தி நகர் கூசாலிபட்டி, இலுப்பையூரணி, தூத்துக்குடி. (1209, 1685, 1462, 1718)
organiser-details: (1) ஊ.வில்சோல்வராஜ், 94/4, கிழக்குத் தெரு, பூசாரிப்பட்டி, கூசாலிபட்டி, இலுப்பையூரணி, கோவில்பட்டி. (2) ம.பெஞ்சமின் பிராங்கிளின், 117/4, கிழக்குத் தெரு, பூசாரிப்பட்டி, கூசாலிபட்டி, இலுப்பையூரணி, கோவில்பட்டி. (3) த.ரவிக்குமார், 67/4, கிழக்குத் தெரு, பூசாரிப்பட்டி, கூசாலிபட்டி, இலுப்பையூரணி, கோவில்பட்டி. (779, 2065, 1109, 2186)
branch-heading: கைவண்டி தொழிலாளர் குடியிருப்பு கிளை (791, 800, 1098, 820)
booth-organiser-entry (780, 267, 1109, 302)
organiser-paragraph (780, 410, 1109, 515)
organiser-details: பா.லட்சுமணன், 2061, அத்தைகொண்டான், இனாம் மணியாச்சி, கோவில்பட்டி, தூத்துக்குடி. (150, 831, 403, 881)
role-label: அமைப்பாளர் : (779, 551, 873, 566)
